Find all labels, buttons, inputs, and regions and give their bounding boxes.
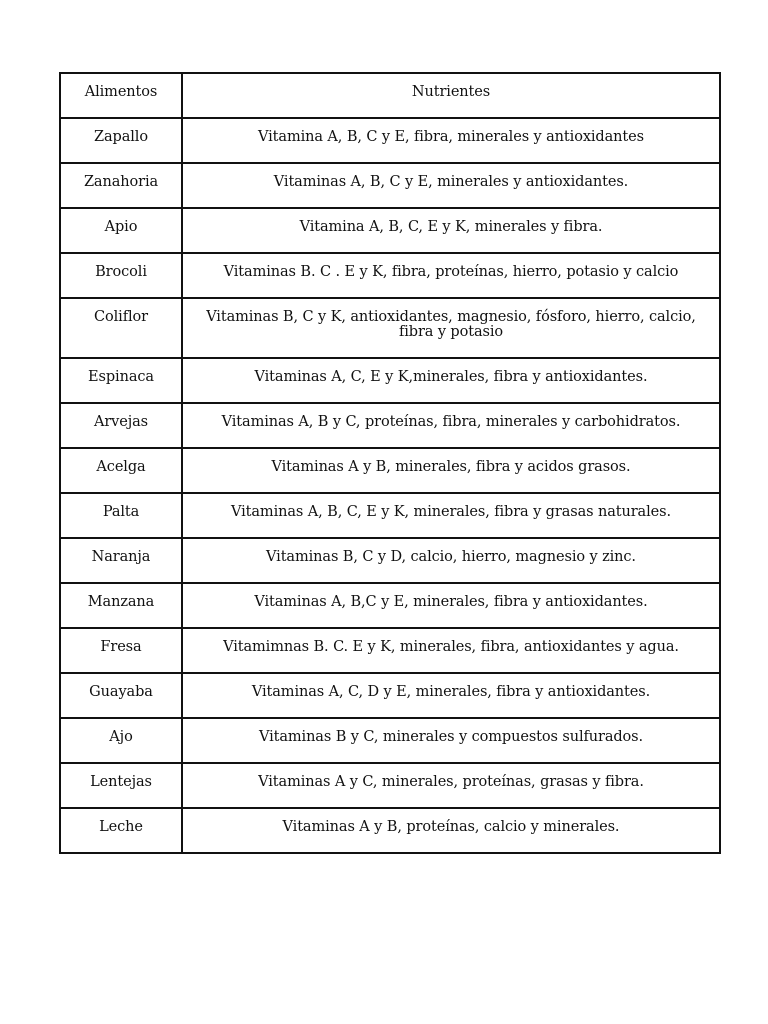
table-row xyxy=(60,358,720,403)
nutrients-cell: Vitaminas A, B y C, proteínas, fibra, minerales y carbohidratos. xyxy=(182,403,720,448)
table-row xyxy=(60,253,720,298)
nutrients-cell: Vitaminas A y C, minerales, proteínas, grasas y fibra. xyxy=(182,763,720,808)
food-cell: Guayaba xyxy=(60,673,182,718)
nutrients-cell: Vitaminas A y B, proteínas, calcio y minerales. xyxy=(182,808,720,853)
nutrients-cell: Vitaminas B, C y D, calcio, hierro, magnesio y zinc. xyxy=(182,538,720,583)
table-row xyxy=(60,448,720,493)
nutrition-table xyxy=(59,72,721,854)
food-cell: Acelga xyxy=(60,448,182,493)
table-row xyxy=(60,763,720,808)
food-cell: Brocoli xyxy=(60,253,182,298)
food-cell: Zapallo xyxy=(60,118,182,163)
food-cell: Naranja xyxy=(60,538,182,583)
table-row xyxy=(60,493,720,538)
food-cell: Ajo xyxy=(60,718,182,763)
table-row xyxy=(60,403,720,448)
food-cell: Zanahoria xyxy=(60,163,182,208)
food-cell: Apio xyxy=(60,208,182,253)
food-cell: Lentejas xyxy=(60,763,182,808)
nutrients-cell: Vitaminas B, C y K, antioxidantes, magnesio, fósforo, hierro, calcio, fibra y potasio xyxy=(182,298,720,358)
table-row xyxy=(60,163,720,208)
food-cell: Espinaca xyxy=(60,358,182,403)
nutrients-cell: Vitamina A, B, C, E y K, minerales y fibra. xyxy=(182,208,720,253)
nutrients-cell: Vitaminas A, B, C y E, minerales y antioxidantes. xyxy=(182,163,720,208)
food-cell: Arvejas xyxy=(60,403,182,448)
table-row xyxy=(60,628,720,673)
table-row xyxy=(60,118,720,163)
table-row xyxy=(60,673,720,718)
table-row xyxy=(60,583,720,628)
food-cell: Leche xyxy=(60,808,182,853)
table-row xyxy=(60,298,720,358)
table-row xyxy=(60,538,720,583)
table-row xyxy=(60,208,720,253)
column-header-nutrients: Nutrientes xyxy=(182,73,720,118)
nutrients-cell: Vitaminas A, C, E y K,minerales, fibra y antioxidantes. xyxy=(182,358,720,403)
nutrients-cell: Vitaminas A y B, minerales, fibra y acidos grasos. xyxy=(182,448,720,493)
nutrients-cell: Vitaminas A, B, C, E y K, minerales, fibra y grasas naturales. xyxy=(182,493,720,538)
food-cell: Coliflor xyxy=(60,298,182,358)
nutrients-cell: Vitaminas B y C, minerales y compuestos sulfurados. xyxy=(182,718,720,763)
table-row xyxy=(60,718,720,763)
table-header-row xyxy=(60,73,720,118)
column-header-food: Alimentos xyxy=(60,73,182,118)
nutrients-cell: Vitaminas A, C, D y E, minerales, fibra y antioxidantes. xyxy=(182,673,720,718)
food-cell: Palta xyxy=(60,493,182,538)
food-cell: Fresa xyxy=(60,628,182,673)
nutrients-cell: Vitaminas A, B,C y E, minerales, fibra y antioxidantes. xyxy=(182,583,720,628)
food-cell: Manzana xyxy=(60,583,182,628)
nutrients-cell: Vitamimnas B. C. E y K, minerales, fibra, antioxidantes y agua. xyxy=(182,628,720,673)
table-row xyxy=(60,808,720,853)
nutrients-cell: Vitaminas B. C . E y K, fibra, proteínas, hierro, potasio y calcio xyxy=(182,253,720,298)
nutrients-cell: Vitamina A, B, C y E, fibra, minerales y antioxidantes xyxy=(182,118,720,163)
